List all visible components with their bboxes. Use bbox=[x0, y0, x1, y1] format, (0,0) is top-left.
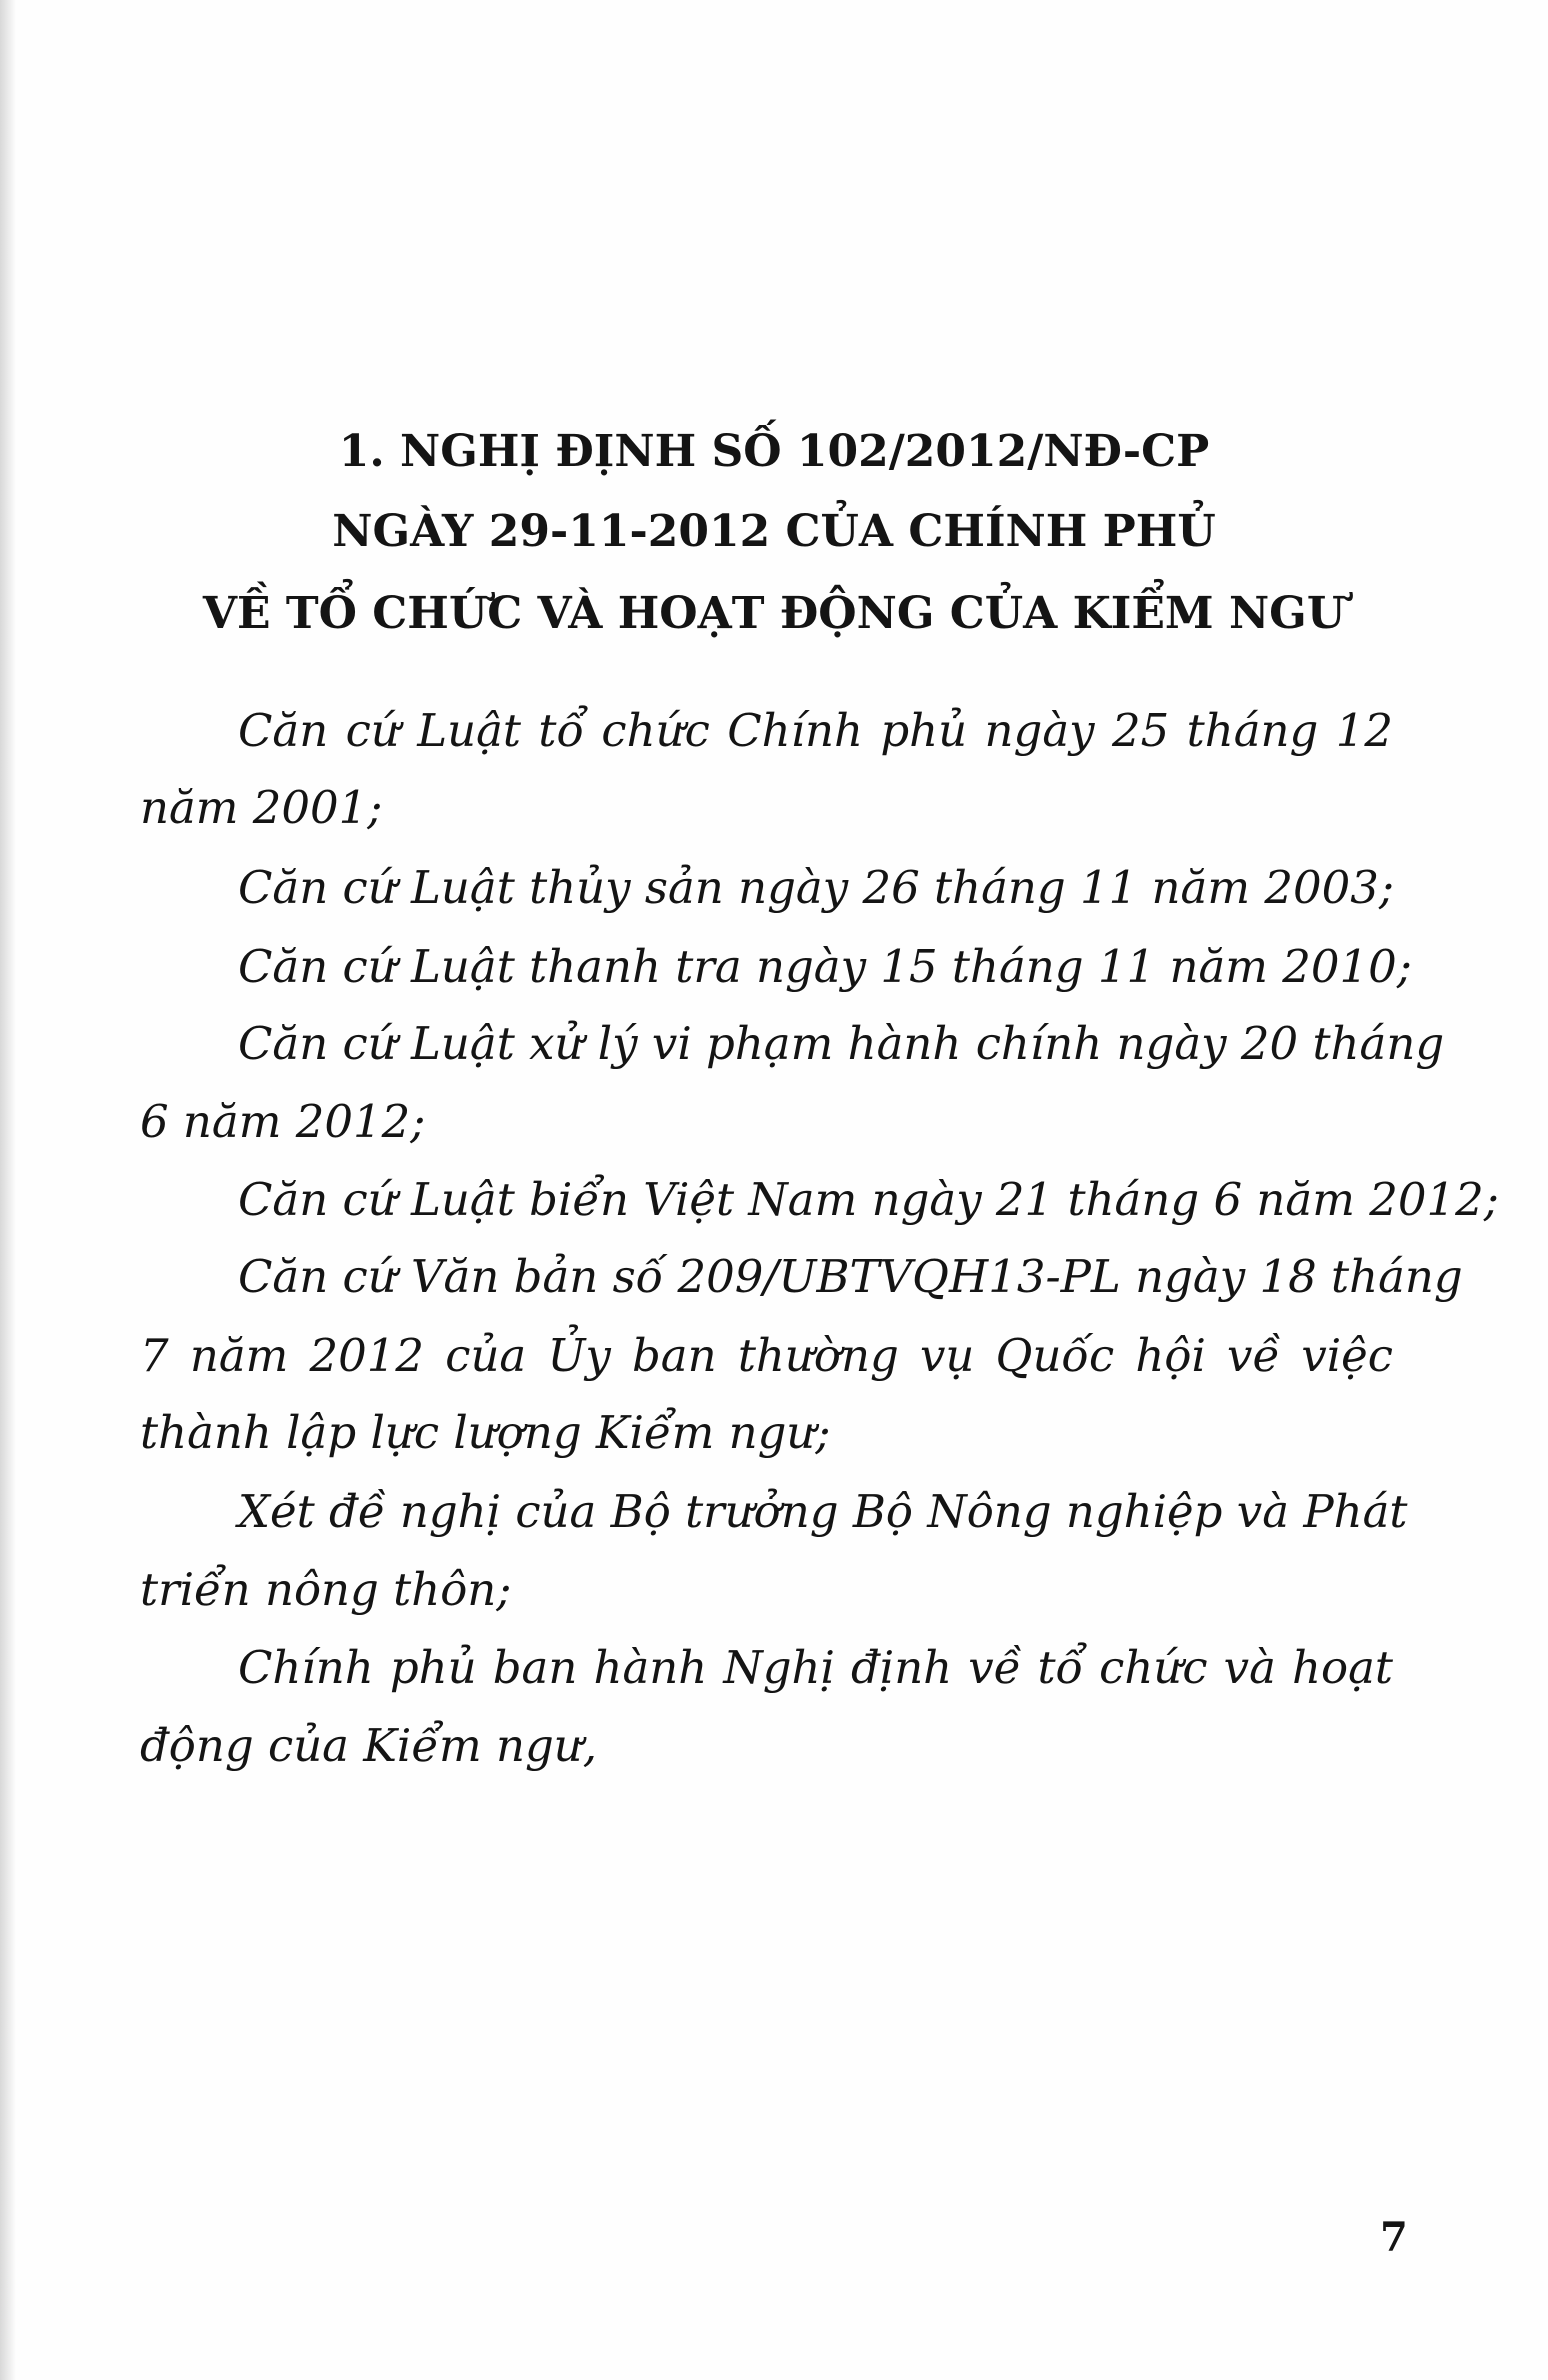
preamble-line: Chính phủ ban hành Nghị định về tổ chức và hoạt bbox=[238, 1641, 1393, 1694]
preamble-line: Căn cứ Văn bản số 209/UBTVQH13-PL ngày 18 tháng bbox=[238, 1250, 1463, 1303]
preamble-line: Căn cứ Luật biển Việt Nam ngày 21 tháng 6 năm 2012; bbox=[238, 1173, 1499, 1226]
preamble-line: Xét đề nghị của Bộ trưởng Bộ Nông nghiệp và Phát bbox=[238, 1485, 1408, 1538]
preamble-line: 6 năm 2012; bbox=[140, 1095, 426, 1148]
preamble-line: Căn cứ Luật thủy sản ngày 26 tháng 11 năm 2003; bbox=[238, 861, 1395, 914]
preamble-line: 7 năm 2012 của Ủy ban thường vụ Quốc hội về việc bbox=[140, 1329, 1393, 1382]
preamble-line: năm 2001; bbox=[140, 781, 383, 834]
decree-title-line-3: VỀ TỔ CHỨC VÀ HOẠT ĐỘNG CỦA KIỂM NGƯ bbox=[202, 588, 1346, 639]
preamble-line: động của Kiểm ngư, bbox=[140, 1719, 598, 1772]
page-number: 7 bbox=[1380, 2214, 1408, 2261]
preamble-line: thành lập lực lượng Kiểm ngư; bbox=[140, 1406, 831, 1459]
decree-title-line-2: NGÀY 29-11-2012 CỦA CHÍNH PHỦ bbox=[332, 506, 1216, 557]
page-spine-shadow bbox=[0, 0, 16, 2380]
preamble-line: Căn cứ Luật tổ chức Chính phủ ngày 25 tháng 12 bbox=[238, 704, 1393, 757]
preamble-line: Căn cứ Luật thanh tra ngày 15 tháng 11 năm 2010; bbox=[238, 940, 1412, 993]
preamble-line: triển nông thôn; bbox=[140, 1563, 512, 1616]
preamble-line: Căn cứ Luật xử lý vi phạm hành chính ngày 20 tháng bbox=[238, 1017, 1445, 1070]
decree-title-line-1: 1. NGHỊ ĐỊNH SỐ 102/2012/NĐ-CP bbox=[338, 426, 1210, 477]
